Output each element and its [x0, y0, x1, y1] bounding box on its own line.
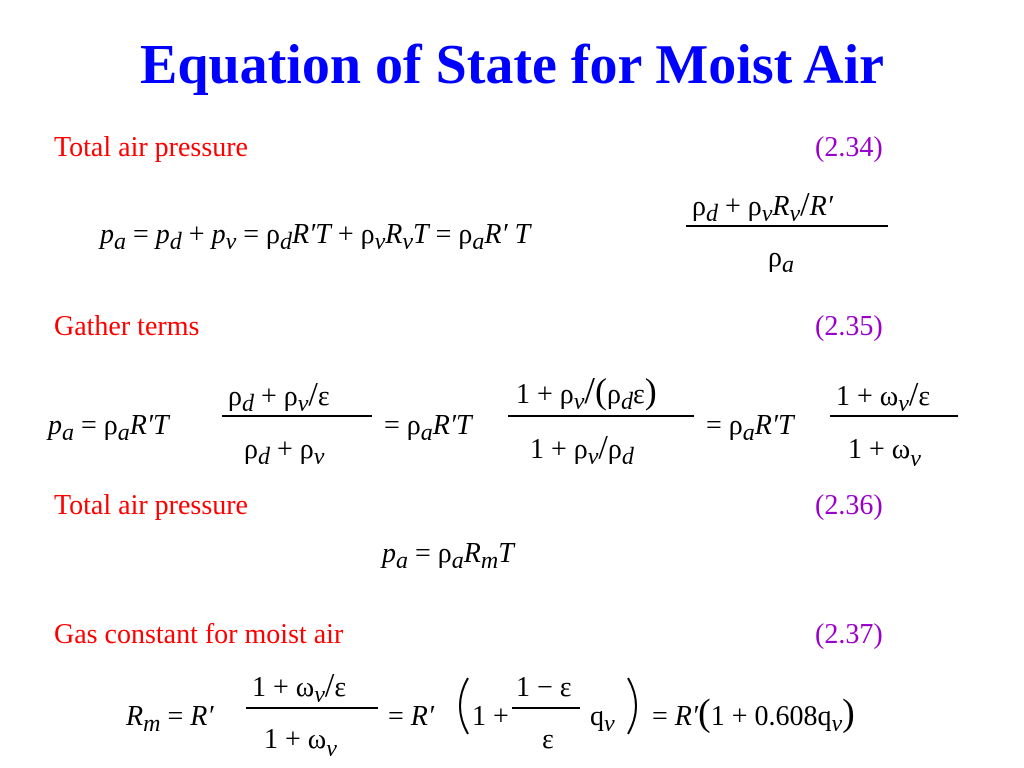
svg-text:pa = pd + pv = ρdR′T + ρvRvT =: pa = pd + pv = ρdR′T + ρvRvT = ρaR′ T — [100, 219, 531, 255]
svg-text:pa = ρaRmT: pa = ρaRmT — [382, 538, 514, 574]
svg-text:1 − ε: 1 − ε — [516, 672, 572, 703]
equation-2-34 — [98, 186, 888, 278]
equation-number-2-36: (2.36) — [815, 490, 883, 521]
svg-text:= ρaR′T: = ρaR′T — [384, 410, 472, 446]
svg-text:1 + ωv/ε: 1 + ωv/ε — [836, 376, 931, 417]
svg-text:1 + ωv: 1 + ωv — [848, 434, 921, 472]
section-label-2-37: Gas constant for moist air — [54, 619, 344, 650]
equation-2-37 — [125, 667, 855, 762]
svg-text:1 + ρv/(ρdε): 1 + ρv/(ρdε) — [516, 370, 657, 415]
svg-text:= R′: = R′ — [388, 701, 435, 732]
equation-number-2-34: (2.34) — [815, 132, 883, 163]
svg-text:1 + ωv/ε: 1 + ωv/ε — [252, 667, 347, 708]
svg-text:ε: ε — [542, 724, 554, 755]
svg-text:ρd + ρv/ε: ρd + ρv/ε — [228, 376, 330, 417]
section-label-2-35: Gather terms — [54, 311, 200, 342]
svg-text:1 + ρv/ρd: 1 + ρv/ρd — [530, 429, 634, 470]
svg-text:ρa: ρa — [768, 242, 794, 278]
svg-text:= R′(1 + 0.608qv): = R′(1 + 0.608qv) — [652, 692, 855, 737]
equation-2-36 — [380, 538, 516, 574]
svg-text:1 +: 1 + — [472, 701, 509, 732]
slide-title: Equation of State for Moist Air — [139, 34, 885, 96]
section-label-2-34: Total air pressure — [54, 132, 248, 163]
equation-number-2-37: (2.37) — [815, 619, 883, 650]
svg-text:ρd + ρv: ρd + ρv — [244, 434, 325, 470]
svg-text:qv: qv — [590, 701, 615, 737]
equation-number-2-35: (2.35) — [815, 311, 883, 342]
svg-text:= ρaR′T: = ρaR′T — [706, 410, 794, 446]
svg-text:pa = ρaR′T: pa = ρaR′T — [48, 410, 169, 446]
svg-text:1 + ωv: 1 + ωv — [264, 724, 337, 762]
svg-text:Rm = R′: Rm = R′ — [126, 701, 214, 737]
svg-text:ρd + ρvRv/R′: ρd + ρvRv/R′ — [692, 186, 833, 227]
equation-2-35 — [46, 370, 958, 472]
section-label-2-36: Total air pressure — [54, 490, 248, 521]
